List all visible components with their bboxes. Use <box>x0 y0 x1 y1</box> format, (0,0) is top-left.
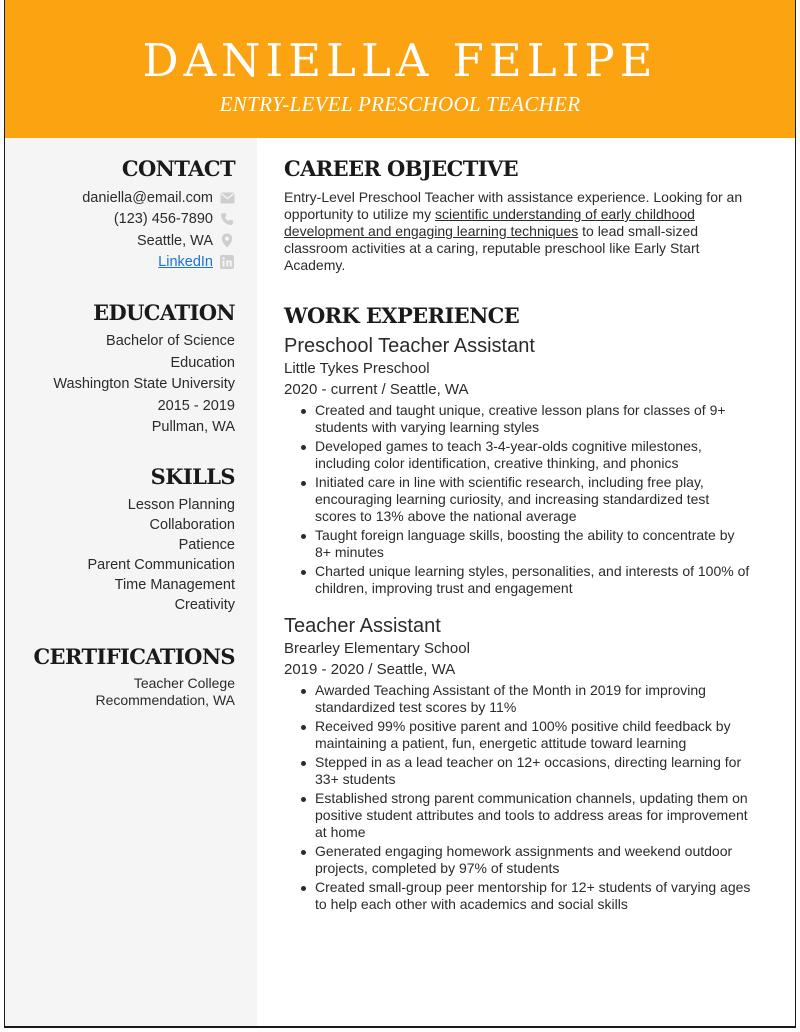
contact-linkedin-row <box>10 252 235 274</box>
job-bullet: Developed games to teach 3-4-year-olds cognitive milestones, including color identification, creative thinking, and phonics <box>284 438 754 472</box>
job-bullet: Charted unique learning styles, personalities, and interests of 100% of children, improving trust and engagement <box>284 563 754 597</box>
job-entry <box>284 334 754 597</box>
education-degree-line1: Bachelor of Science <box>106 333 235 349</box>
resume-header <box>5 0 795 138</box>
certifications-section <box>10 644 235 708</box>
candidate-name: DANIELLA FELIPE <box>142 34 658 87</box>
skill-item: Patience <box>178 537 235 553</box>
education-title: EDUCATION <box>93 300 235 325</box>
skill-item: Time Management <box>114 577 235 593</box>
skill-item: Parent Communication <box>87 557 235 573</box>
job-entry <box>284 614 754 913</box>
skills-title: SKILLS <box>150 464 235 489</box>
contact-email: daniella@email.com <box>82 189 213 206</box>
main-column <box>257 138 795 1028</box>
objective-text <box>284 189 754 274</box>
objective-underlined-text: scientific understanding of early childhood development and engaging learning techniques <box>284 206 695 239</box>
job-bullet: Generated engaging homework assignments and weekend outdoor projects, completed by 97% of students <box>284 843 754 877</box>
contact-email-row <box>10 187 235 209</box>
job-dates: 2019 - 2020 / Seattle, WA <box>284 661 456 678</box>
education-degree-line2: Education <box>170 354 235 371</box>
job-bullet: Received 99% positive parent and 100% positive child feedback by maintaining a patient, fun, energetic attitude toward learning <box>284 718 754 752</box>
education-years: 2015 - 2019 <box>157 397 235 414</box>
experience-section <box>284 303 754 915</box>
education-location: Pullman, WA <box>151 419 235 435</box>
skill-item: Creativity <box>174 597 235 613</box>
education-section <box>10 300 235 439</box>
certification-line1: Teacher College <box>133 675 235 691</box>
skill-item: Collaboration <box>149 517 235 533</box>
certifications-title: CERTIFICATIONS <box>33 644 235 669</box>
contact-phone: (123) 456-7890 <box>113 211 213 228</box>
job-bullet: Taught foreign language skills, boosting the ability to concentrate by 8+ minutes <box>284 527 754 561</box>
job-company: Little Tykes Preschool <box>284 360 430 377</box>
job-bullet: Stepped in as a lead teacher on 12+ occasions, directing learning for 33+ students <box>284 754 754 788</box>
linkedin-icon[interactable] <box>219 254 235 270</box>
job-bullet: Established strong parent communication channels, updating them on positive student attributes and tools to address areas for improvement at home <box>284 790 754 841</box>
job-title: Preschool Teacher Assistant <box>284 335 535 357</box>
envelope-icon <box>219 190 235 206</box>
experience-title: WORK EXPERIENCE <box>284 303 520 328</box>
objective-text-part: Entry-Level Preschool Teacher with assistance experience. Looking for an opportunity to utilize my <box>284 189 743 222</box>
job-bullet: Created small-group peer mentorship for 12+ students of varying ages to help each other with academics and social skills <box>284 879 754 913</box>
contact-section <box>10 156 235 273</box>
job-bullets <box>284 402 754 597</box>
map-pin-icon <box>219 233 235 249</box>
contact-location-row <box>10 230 235 252</box>
job-bullet: Awarded Teaching Assistant of the Month in 2019 for improving standardized test scores by 11% <box>284 682 754 716</box>
skill-item: Lesson Planning <box>127 497 235 513</box>
job-title: Teacher Assistant <box>284 615 441 637</box>
phone-icon <box>219 211 235 227</box>
job-bullet: Initiated care in line with scientific research, including free play, encouraging learning curiosity, and increasing standardized test scores to 13% above the national average <box>284 474 754 525</box>
contact-phone-row <box>10 209 235 231</box>
objective-text-part: to lead small-sized classroom activities at a caring, reputable preschool like Early Start Academy. <box>284 223 700 273</box>
objective-section <box>284 156 754 274</box>
job-bullets <box>284 682 754 913</box>
certification-line2: Recommendation, WA <box>95 691 235 708</box>
candidate-subtitle: ENTRY-LEVEL PRESCHOOL TEACHER <box>219 92 581 116</box>
resume-page <box>4 0 796 1028</box>
education-school: Washington State University <box>53 376 235 392</box>
linkedin-link[interactable]: LinkedIn <box>158 254 213 271</box>
objective-title: CAREER OBJECTIVE <box>284 156 519 181</box>
contact-location: Seattle, WA <box>136 232 213 249</box>
skills-section <box>10 464 235 615</box>
job-bullet: Created and taught unique, creative lesson plans for classes of 9+ students with varying learning styles <box>284 402 754 436</box>
sidebar-column <box>5 138 257 1028</box>
contact-title: CONTACT <box>121 156 235 181</box>
job-company: Brearley Elementary School <box>284 640 470 657</box>
job-dates: 2020 - current / Seattle, WA <box>284 381 469 398</box>
